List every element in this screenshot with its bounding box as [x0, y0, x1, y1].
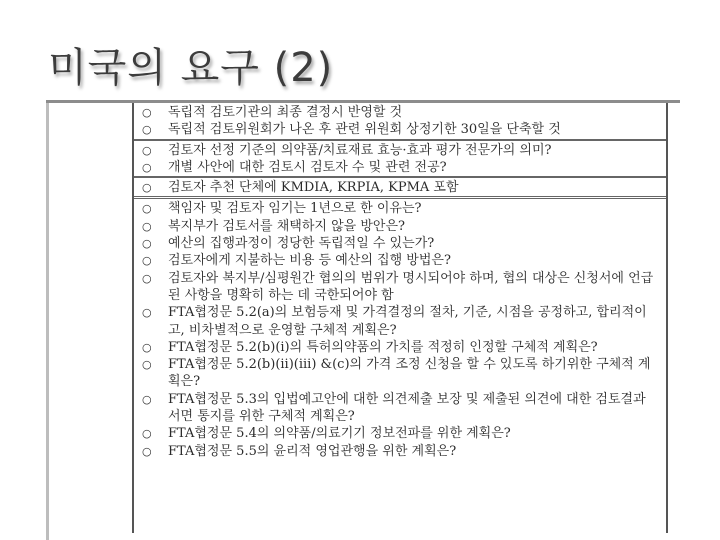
left-accent-bar — [46, 103, 49, 540]
bullet-icon: ○ — [142, 123, 152, 137]
list-item: FTA협정문 5.5의 윤리적 영업관행을 위한 계획은? — [168, 443, 457, 459]
list-item: 독립적 검토기관의 최종 결정시 반영할 것 — [168, 105, 403, 120]
list-item: 검토자 추천 단체에 KMDIA, KRPIA, KPMA 포함 — [168, 180, 459, 196]
table-row — [134, 141, 666, 159]
table-row — [134, 391, 666, 426]
list-item: 검토자와 복지부/심평원간 협의의 범위가 명시되어야 하며, 협의 대상은 신청서에 언급된 사항을 명확히 하는 데 국한되어야 함 — [168, 270, 654, 303]
table-row — [134, 304, 666, 339]
list-item: 책임자 및 검토자 임기는 1년으로 한 이유는? — [168, 201, 422, 217]
bullet-icon: ○ — [142, 444, 152, 458]
bullet-icon: ○ — [142, 340, 152, 354]
table-section — [134, 199, 666, 459]
bullet-icon: ○ — [142, 427, 152, 441]
table-row — [134, 339, 666, 356]
table-row — [134, 159, 666, 176]
bullet-icon: ○ — [142, 219, 152, 233]
bullet-icon: ○ — [142, 202, 152, 216]
bullet-icon: ○ — [142, 181, 152, 195]
table-row — [134, 443, 666, 460]
list-item: FTA협정문 5.2(b)(ii)(iii) &(c)의 가격 조정 신청을 할 수 있도록 하기위한 구체적 계획은? — [168, 357, 651, 390]
list-item: FTA협정문 5.2(b)(i)의 특허의약품의 가치를 적정히 인정할 구체적 계획은? — [168, 339, 598, 355]
bullet-icon: ○ — [142, 160, 152, 174]
bullet-icon: ○ — [142, 254, 152, 268]
table-row — [134, 425, 666, 442]
bullet-icon: ○ — [142, 306, 152, 320]
list-item: FTA협정문 5.2(a)의 보험등재 및 가격결정의 절차, 기준, 시점을 공정하고, 합리적이고, 비차별적으로 운영할 구체적 계획은? — [168, 305, 647, 338]
table-section — [134, 178, 666, 199]
table-row — [134, 103, 666, 121]
list-item: 개별 사안에 대한 검토시 검토자 수 및 관련 전공? — [168, 159, 447, 175]
slide-title: 미국의 요구 (2) — [48, 45, 334, 91]
table-row — [134, 270, 666, 305]
bullet-icon: ○ — [142, 237, 152, 251]
table-row — [134, 178, 666, 196]
table-section — [134, 141, 666, 179]
requirements-table — [132, 103, 668, 533]
list-item: 검토자 선정 기준의 의약품/치료재료 효능·효과 평가 전문가의 의미? — [168, 142, 552, 158]
bullet-icon: ○ — [142, 271, 152, 285]
bullet-icon: ○ — [142, 106, 152, 119]
table-row — [134, 252, 666, 269]
bullet-icon: ○ — [142, 143, 152, 157]
list-item: 예산의 집행과정이 정당한 독립적일 수 있는가? — [168, 236, 435, 252]
table-row — [134, 356, 666, 391]
table-row — [134, 218, 666, 235]
list-item: 검토자에게 지불하는 비용 등 예산의 집행 방법은? — [168, 253, 451, 269]
list-item: 독립적 검토위원회가 나온 후 관련 위원회 상정기한 30일을 단축할 것 — [168, 122, 561, 138]
table-row — [134, 199, 666, 217]
table-row — [134, 121, 666, 138]
table-row — [134, 235, 666, 252]
bullet-icon: ○ — [142, 358, 152, 372]
bullet-icon: ○ — [142, 392, 152, 406]
table-section — [134, 103, 666, 141]
list-item: FTA협정문 5.3의 입법예고안에 대한 의견제출 보장 및 제출된 의견에 대한 검토결과 서면 통지를 위한 구체적 계획은? — [168, 391, 646, 425]
list-item: FTA협정문 5.4의 의약품/의료기기 정보전파를 위한 계획은? — [168, 426, 511, 442]
list-item: 복지부가 검토서를 채택하지 않을 방안은? — [168, 218, 405, 234]
